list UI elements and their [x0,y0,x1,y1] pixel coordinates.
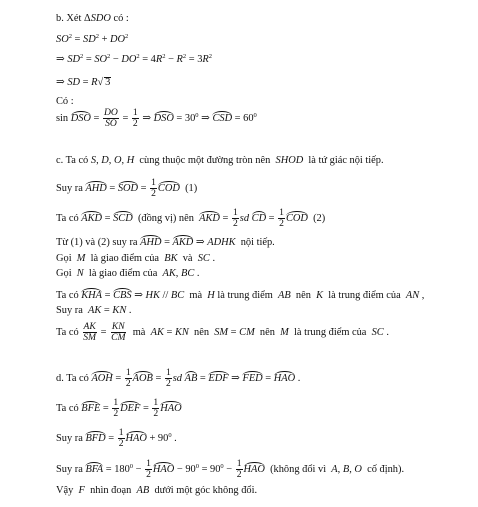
part-b-eq4: sin DSO = $\frac{DO}{SO}$ = $\frac{1}{2}$ ⇒ DSO = $30^0$ ⇒ CSD = $60^0$ [56,107,257,130]
part-c-line5: Gọi M là giao điểm của BK và SC . [56,253,216,264]
part-c-line2: Suy ra AHD = SOD = $\frac{1}{2}$ COD (1) [56,177,198,200]
part-c-line7: Ta có KHA = CBS ⇒ HK // BC mà H là trung điểm AB nên K là trung điểm của AN , [56,290,425,301]
part-b-eq2: ⇒ $SD^2 = SO^2 - DO^2 = 4R^2 - R^2 = 3R^2$ [56,53,213,65]
part-d-line1: d. Ta có AOH = $\frac{1}{2}$ AOB = $\frac{1}{2}$ sd AB = EDF ⇒ FED = HAO . [56,367,301,390]
part-c-line3: Ta có AKD = SCD (đồng vị) nên AKD = $\frac{1}{2}$ sd CD = $\frac{1}{2}$ COD (2) [56,207,326,230]
part-b-eq3: ⇒ SD = R√ 3 [56,77,111,88]
part-d-line3: Suy ra BFD = $\frac{1}{2}$ HAO + $90^0$ . [56,427,177,450]
part-b-heading: b. Xét ΔSDO có : [56,13,129,24]
part-b-eq1: $SO^2 = SD^2 + DO^2$ [56,33,129,45]
part-b-co: Có : [56,96,74,107]
part-d-line5: Vậy F nhìn đoạn AB dưới một góc không đổi. [56,485,258,496]
part-c-line4: Từ (1) và (2) suy ra AHD = AKD ⇒ ADHK nội tiếp. [56,237,275,248]
part-c-line8: Suy ra AK = KN . [56,305,132,316]
part-c-line1: c. Ta có S, D, O, H cùng thuộc một đường tròn nên SHOD là tứ giác nội tiếp. [56,155,384,166]
part-c-line6: Gọi N là giao điểm của AK, BC . [56,268,200,279]
part-d-line2: Ta có BFE = $\frac{1}{2}$ DEF = $\frac{1}{2}$ HAO [56,397,182,420]
part-d-line4: Suy ra BFA = $180^0$ − $\frac{1}{2}$ HAO − $90^0 = 90^0$ − $\frac{1}{2}$ HAO (không đổi vì A, B, O cố định). [56,458,405,481]
part-c-line9: Ta có $\frac{AK}{SM}$ = $\frac{KN}{CM}$ mà AK = KN nên SM = CM nên M là trung điểm của SC . [56,321,389,344]
